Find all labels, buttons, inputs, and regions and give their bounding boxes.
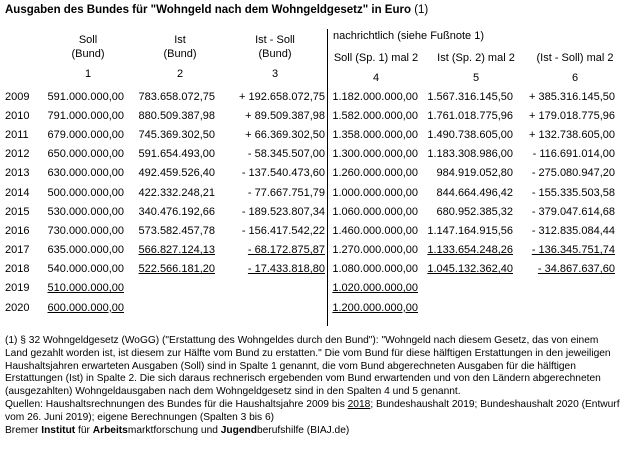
cell-c3 <box>215 279 325 298</box>
cell-c6 <box>513 241 615 260</box>
cell-c5 <box>418 145 513 164</box>
cell-c4 <box>327 145 418 164</box>
cell-value: 540.000.000,00 <box>47 263 124 276</box>
credit-bold-1: Institut <box>41 424 76 436</box>
row-year: 2015 <box>5 205 30 218</box>
cell-value: + 89.509.387,98 <box>245 109 325 122</box>
cell-value: 1.567.316.145,50 <box>427 90 513 103</box>
header-col-5-number: 5 <box>472 72 480 84</box>
cell-c4 <box>327 221 418 240</box>
cell-c5 <box>418 164 513 183</box>
cell-c4 <box>327 279 418 298</box>
cell-c5 <box>418 221 513 240</box>
cell-value: - 137.540.473,60 <box>241 167 325 180</box>
header-col-3-label: Ist - Soll <box>255 34 295 46</box>
cell-c2 <box>124 145 215 164</box>
cell-value: + 385.316.145,50 <box>529 90 615 103</box>
cell-value: 422.332.248,21 <box>138 186 215 199</box>
cell-c5 <box>418 202 513 221</box>
cell-value: 844.664.496,42 <box>436 186 513 199</box>
footnotes <box>5 335 623 437</box>
header-col-4-label: Soll (Sp. 1) mal 2 <box>333 52 419 64</box>
cell-c2 <box>124 106 215 125</box>
row-year: 2014 <box>5 186 30 199</box>
credit-bold-2: Arbeits <box>92 424 128 436</box>
cell-value: 635.000.000,00 <box>47 244 124 257</box>
table-row <box>0 87 615 106</box>
cell-value: 745.369.302,50 <box>138 128 215 141</box>
cell-value: 1.133.654.248,26 <box>427 244 513 257</box>
cell-value: 1.045.132.362,40 <box>427 263 513 276</box>
header-col-2-number: 2 <box>176 68 184 80</box>
cell-c5 <box>418 183 513 202</box>
cell-value: 1.200.000.000,00 <box>332 301 418 314</box>
sources-line <box>5 399 623 425</box>
cell-c2 <box>124 279 215 298</box>
cell-c1 <box>38 260 124 279</box>
cell-c1 <box>38 106 124 125</box>
header-col-3-sub: (Bund) <box>258 48 292 60</box>
cell-value: - 68.172.875,87 <box>247 244 325 257</box>
header-col-3 <box>225 33 325 81</box>
cell-value: 591.654.493,00 <box>138 148 215 161</box>
cell-c3 <box>215 87 325 106</box>
cell-c4 <box>327 164 418 183</box>
cell-c4 <box>327 241 418 260</box>
cell-c4 <box>327 183 418 202</box>
cell-value: - 136.345.751,74 <box>531 244 615 257</box>
cell-value: - 275.080.947,20 <box>531 167 615 180</box>
cell-c4 <box>327 260 418 279</box>
header-col-6 <box>524 51 626 85</box>
table-row <box>0 279 615 298</box>
credit-part-2: für <box>75 424 93 436</box>
header-col-4-number: 4 <box>372 72 380 84</box>
cell-c6 <box>513 260 615 279</box>
row-year: 2012 <box>5 148 30 161</box>
cell-c3 <box>215 260 325 279</box>
cell-value: 1.358.000.000,00 <box>332 128 418 141</box>
cell-c6 <box>513 125 615 144</box>
cell-c6 <box>513 145 615 164</box>
header-col-4 <box>328 51 424 85</box>
table-row <box>0 202 615 221</box>
cell-value: 340.476.192,66 <box>138 205 215 218</box>
cell-c6 <box>513 221 615 240</box>
credit-part-1: Bremer <box>5 424 42 436</box>
cell-c1 <box>38 145 124 164</box>
cell-c6 <box>513 87 615 106</box>
credit-bold-3: Jugend <box>220 424 257 436</box>
cell-c3 <box>215 145 325 164</box>
cell-value: 791.000.000,00 <box>47 109 124 122</box>
table-row <box>0 125 615 144</box>
table-row <box>0 221 615 240</box>
cell-value: 1.460.000.000,00 <box>332 224 418 237</box>
page-title <box>5 4 428 16</box>
cell-value: 1.183.308.986,00 <box>427 148 513 161</box>
cell-c3 <box>215 164 325 183</box>
cell-c1 <box>38 87 124 106</box>
cell-value: 679.000.000,00 <box>47 128 124 141</box>
cell-c1 <box>38 221 124 240</box>
cell-value: 566.827.124,13 <box>138 244 215 257</box>
cell-c2 <box>124 125 215 144</box>
row-year: 2017 <box>5 244 30 257</box>
cell-c5 <box>418 106 513 125</box>
cell-value: 1.080.000.000,00 <box>332 263 418 276</box>
cell-c5 <box>418 125 513 144</box>
sources-prefix: Quellen: Haushaltsrechnungen des Bundes für die Haushaltsjahre 2009 bis <box>5 398 348 410</box>
cell-c2 <box>124 202 215 221</box>
cell-c6 <box>513 106 615 125</box>
cell-c3 <box>215 221 325 240</box>
row-year: 2018 <box>5 263 30 276</box>
cell-c2 <box>124 87 215 106</box>
cell-value: - 58.345.507,00 <box>247 148 325 161</box>
cell-c1 <box>38 164 124 183</box>
credit-part-4: berufshilfe (BIAJ.de) <box>256 424 350 436</box>
cell-value: 510.000.000,00 <box>47 282 124 295</box>
cell-c4 <box>327 125 418 144</box>
cell-c6 <box>513 298 615 317</box>
credit-part-3: marktforschung und <box>127 424 221 436</box>
cell-value: 573.582.457,78 <box>138 224 215 237</box>
cell-value: 630.000.000,00 <box>47 167 124 180</box>
cell-value: 1.147.164.915,56 <box>427 224 513 237</box>
cell-c3 <box>215 241 325 260</box>
header-col-6-number: 6 <box>571 72 579 84</box>
cell-c5 <box>418 241 513 260</box>
cell-value: + 192.658.072,75 <box>239 90 325 103</box>
cell-value: + 66.369.302,50 <box>245 128 325 141</box>
cell-c2 <box>124 221 215 240</box>
cell-value: 783.658.072,75 <box>138 90 215 103</box>
cell-c4 <box>327 106 418 125</box>
cell-value: - 156.417.542,22 <box>241 224 325 237</box>
cell-value: 1.270.000.000,00 <box>332 244 418 257</box>
header-col-3-number: 3 <box>271 68 279 80</box>
table-row <box>0 260 615 279</box>
cell-c4 <box>327 202 418 221</box>
header-col-6-label: (Ist - Soll) mal 2 <box>536 52 614 64</box>
cell-value: 880.509.387,98 <box>138 109 215 122</box>
cell-value: - 34.867.637,60 <box>537 263 615 276</box>
cell-value: - 379.047.614,68 <box>531 205 615 218</box>
header-col-2-sub: (Bund) <box>163 48 197 60</box>
cell-c3 <box>215 125 325 144</box>
cell-c6 <box>513 202 615 221</box>
sources-suffix: ; Bundeshaushalt 2019; Bundeshaushalt 2020 (Entwurf vom 26. Juni 2019); eigene Berechnungen (Spalten 3 bis 6) <box>5 398 620 423</box>
credit-line <box>5 425 623 438</box>
cell-value: 730.000.000,00 <box>47 224 124 237</box>
sources-year: 2018 <box>347 398 371 410</box>
cell-c2 <box>124 164 215 183</box>
header-col-5 <box>426 51 526 85</box>
row-year: 2013 <box>5 167 30 180</box>
table-row <box>0 183 615 202</box>
cell-value: 1.182.000.000,00 <box>332 90 418 103</box>
header-col-1-label: Soll <box>78 34 98 46</box>
cell-value: - 155.335.503,58 <box>531 186 615 199</box>
row-year: 2010 <box>5 109 30 122</box>
cell-c4 <box>327 298 418 317</box>
cell-value: 591.000.000,00 <box>47 90 124 103</box>
cell-c2 <box>124 241 215 260</box>
cell-value: - 116.691.014,00 <box>532 148 615 161</box>
cell-value: + 132.738.605,00 <box>529 128 615 141</box>
table-row <box>0 145 615 164</box>
cell-c1 <box>38 298 124 317</box>
table-row <box>0 106 615 125</box>
cell-c6 <box>513 279 615 298</box>
cell-c3 <box>215 183 325 202</box>
cell-value: 1.020.000.000,00 <box>332 282 418 295</box>
cell-value: 650.000.000,00 <box>47 148 124 161</box>
row-year: 2009 <box>5 90 30 103</box>
cell-c2 <box>124 260 215 279</box>
table-row <box>0 298 615 317</box>
cell-value: 984.919.052,80 <box>436 167 513 180</box>
cell-value: - 77.667.751,79 <box>247 186 325 199</box>
title-footnote-ref: (1) <box>414 4 429 16</box>
header-col-1 <box>38 33 138 81</box>
cell-c1 <box>38 183 124 202</box>
cell-value: 1.300.000.000,00 <box>332 148 418 161</box>
table-row <box>0 164 615 183</box>
cell-c6 <box>513 183 615 202</box>
cell-c1 <box>38 125 124 144</box>
cell-value: 1.000.000.000,00 <box>332 186 418 199</box>
cell-value: 1.582.000.000,00 <box>332 109 418 122</box>
cell-value: 1.490.738.605,00 <box>427 128 513 141</box>
header-col-5-label: Ist (Sp. 2) mal 2 <box>437 52 515 64</box>
row-year: 2020 <box>5 301 30 314</box>
expenditure-table <box>0 87 615 317</box>
cell-c5 <box>418 279 513 298</box>
cell-c4 <box>327 87 418 106</box>
cell-value: - 312.835.084,44 <box>531 224 615 237</box>
cell-value: 600.000.000,00 <box>47 301 124 314</box>
table-row <box>0 241 615 260</box>
cell-value: - 189.523.807,34 <box>241 205 325 218</box>
table-body <box>0 87 615 317</box>
cell-c5 <box>418 298 513 317</box>
cell-c1 <box>38 202 124 221</box>
cell-value: + 179.018.775,96 <box>529 109 615 122</box>
header-col-1-sub: (Bund) <box>71 48 105 60</box>
cell-value: 522.566.181,20 <box>138 263 215 276</box>
cell-c5 <box>418 87 513 106</box>
row-year: 2011 <box>5 128 29 141</box>
header-col-2 <box>130 33 230 81</box>
row-year: 2019 <box>5 282 30 295</box>
cell-c3 <box>215 106 325 125</box>
cell-c2 <box>124 298 215 317</box>
note-header: nachrichtlich (siehe Fußnote 1) <box>333 30 485 42</box>
cell-value: 1.060.000.000,00 <box>332 205 418 218</box>
cell-c2 <box>124 183 215 202</box>
cell-value: 680.952.385,32 <box>436 205 513 218</box>
cell-value: 492.459.526,40 <box>138 167 215 180</box>
cell-value: 1.260.000.000,00 <box>332 167 418 180</box>
cell-value: - 17.433.818,80 <box>247 263 325 276</box>
cell-value: 530.000.000,00 <box>47 205 124 218</box>
cell-c5 <box>418 260 513 279</box>
cell-c3 <box>215 298 325 317</box>
cell-c1 <box>38 241 124 260</box>
cell-c3 <box>215 202 325 221</box>
row-year: 2016 <box>5 224 30 237</box>
footnote-1: (1) § 32 Wohngeldgesetz (WoGG) ("Erstattung des Wohngeldes durch den Bund"): "Wohngeld nach diesem Gesetz, das von einem Land gezahlt worden ist, ist diesem zur Hälfte vom Bund zu erstatten." Die vom Bund für diese hälftigen Erstattungen in den jeweiligen Haushaltsjahren erwarteten Ausgaben (Soll) sind in Spalte 1 genannt, die vom Bund abgerechneten Ausgaben für die hälftigen Erstattungen (Ist) in Spalte 2. Die sich daraus rechnerisch ergebenden vom Bund erwartenden und von den Ländern abgerechneten (ausgezahlten) Wohngeldausgaben nach dem Wohngeldgesetz sind in den Spalten 4 und 5 genannt. <box>5 335 611 398</box>
header-col-2-label: Ist <box>174 34 186 46</box>
header-col-1-number: 1 <box>84 68 92 80</box>
cell-value: 1.761.018.775,96 <box>427 109 513 122</box>
cell-c1 <box>38 279 124 298</box>
cell-value: 500.000.000,00 <box>47 186 124 199</box>
title-main: Ausgaben des Bundes für "Wohngeld nach dem Wohngeldgesetz" in Euro <box>5 4 411 16</box>
cell-c6 <box>513 164 615 183</box>
